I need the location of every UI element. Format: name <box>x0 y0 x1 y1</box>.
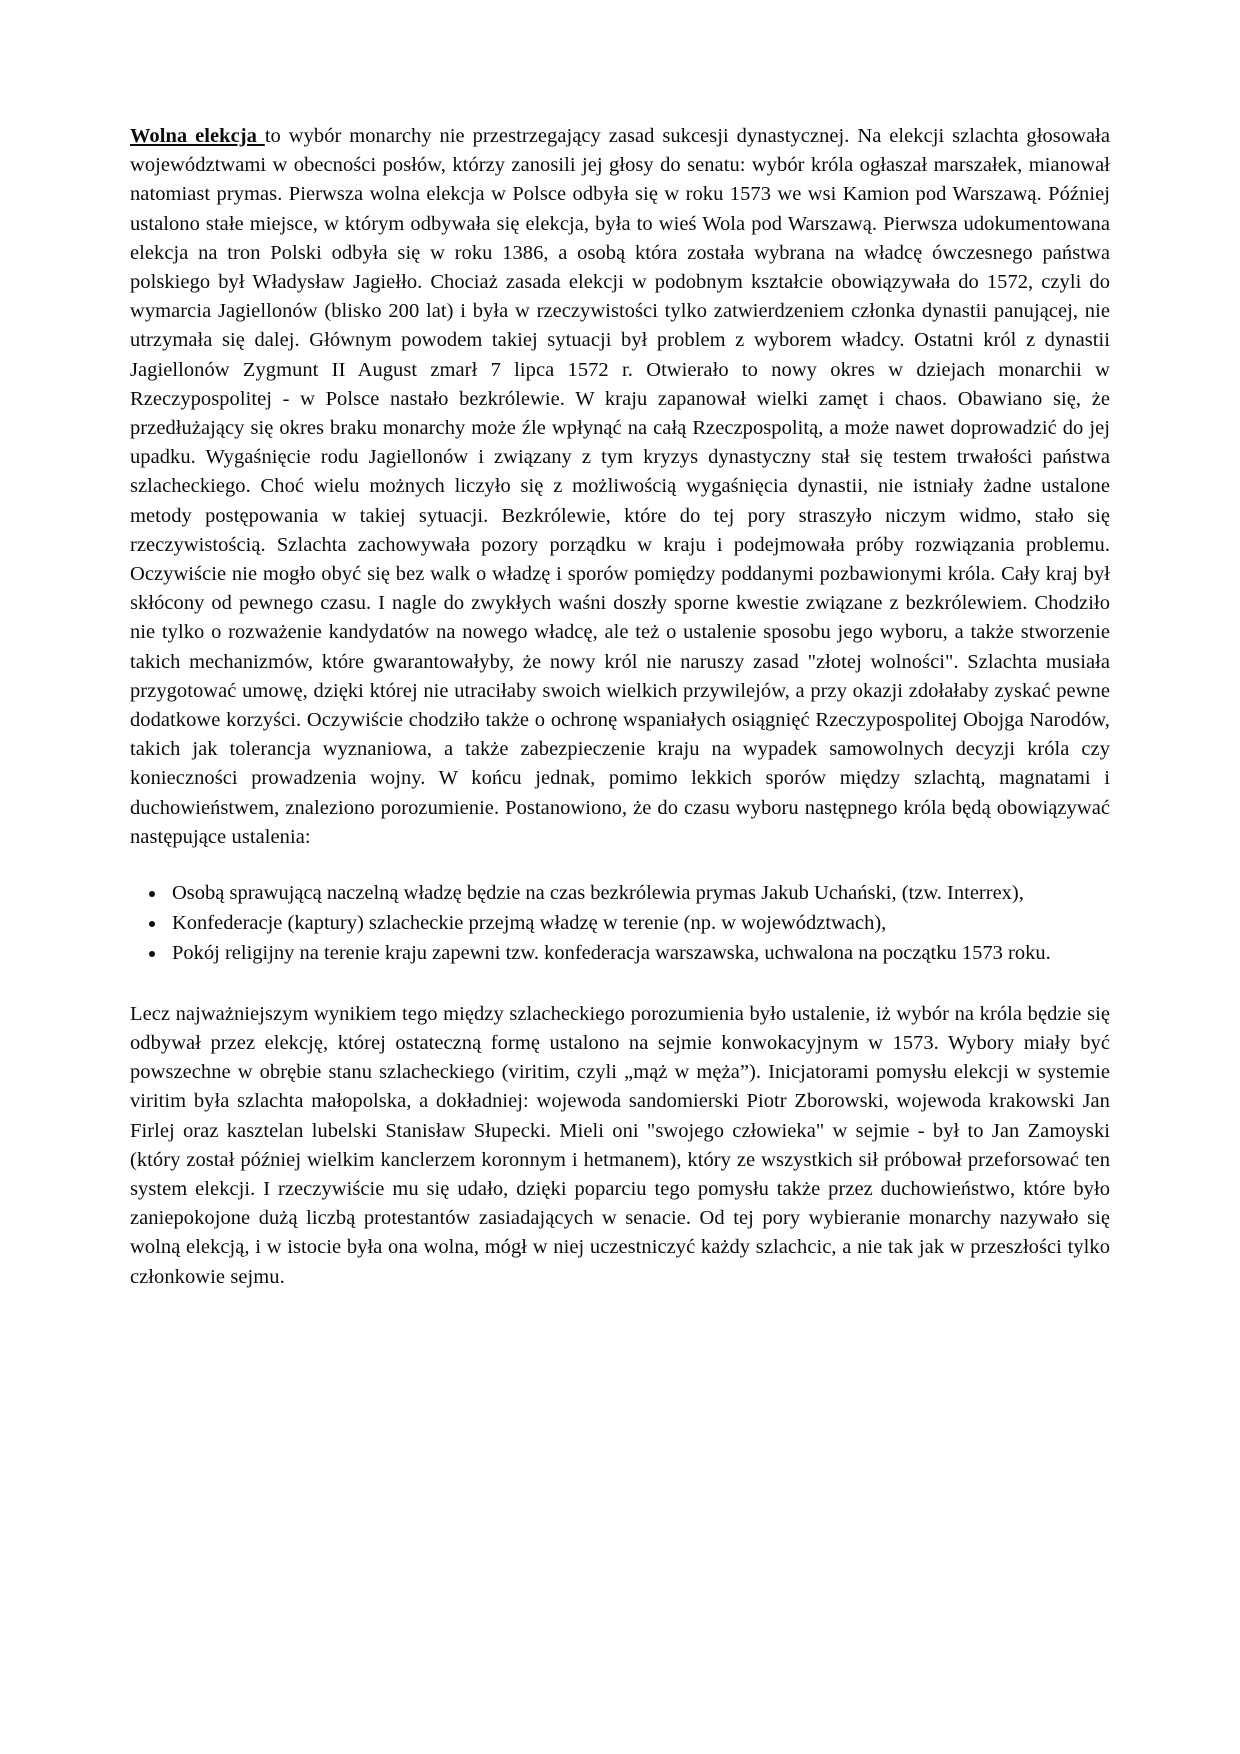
list-item <box>130 879 1110 908</box>
paragraph-intro <box>130 122 1110 852</box>
paragraph-spacer <box>130 970 1110 1000</box>
list-item-label: Osobą sprawującą naczelną władzę będzie na czas bezkrólewia prymas Jakub Uchański, (tzw. Interrex), <box>172 882 1024 905</box>
document-content <box>130 122 1110 1292</box>
list-item <box>130 939 1110 968</box>
provisions-bullet-list <box>130 879 1110 969</box>
list-item-label: Pokój religijny na terenie kraju zapewni tzw. konfederacja warszawska, uchwalona na początku 1573 roku. <box>172 942 1051 965</box>
list-item <box>130 909 1110 938</box>
list-item-label: Konfederacje (kaptury) szlacheckie przejmą władzę w terenie (np. w województwach), <box>172 912 887 935</box>
paragraph-conclusion: Lecz najważniejszym wynikiem tego między szlacheckiego porozumienia było ustalenie, iż wybór na króla będzie się odbywał przez elekcję, której ostateczną formę ustalono na sejmie konwokacyjnym w 1573. Wybory miały być powszechne w obrębie stanu szlacheckiego (viritim, czyli „mąż w męża”). Inicjatorami pomysłu elekcji w systemie viritim była szlachta małopolska, a dokładniej: wojewoda sandomierski Piotr Zborowski, wojewoda krakowski Jan Firlej oraz kasztelan lubelski Stanisław Słupecki. Mieli oni "swojego człowieka" w sejmie - był to Jan Zamoyski (który został później wielkim kanclerzem koronnym i hetmanem), który ze wszystkich sił próbował przeforsować ten system elekcji. I rzeczywiście mu się udało, dzięki poparciu tego pomysłu także przez duchowieństwo, które było zaniepokojone dużą liczbą protestantów zasiadających w senacie. Od tej pory wybieranie monarchy nazywało się wolną elekcją, i w istocie była ona wolna, mógł w niej uczestniczyć każdy szlachcic, a nie tak jak w przeszłości tylko członkowie sejmu. <box>130 1002 1110 1288</box>
lead-term-wolna-elekcja: Wolna elekcja <box>130 125 265 147</box>
paragraph-intro-body: to wybór monarchy nie przestrzegający zasad sukcesji dynastycznej. Na elekcji szlachta głosowała województwami w obecności posłów, którzy zanosili jej głosy do senatu: wybór króla ogłaszał marszałek, mianował natomiast prymas. Pierwsza wolna elekcja w Polsce odbyła się w roku 1573 we wsi Kamion pod Warszawą. Później ustalono stałe miejsce, w którym odbywała się elekcja, była to wieś Wola pod Warszawą. Pierwsza udokumentowana elekcja na tron Polski odbyła się w roku 1386, a osobą która została wybrana na władcę ówczesnego państwa polskiego był Władysław Jagiełło. Chociaż zasada elekcji w podobnym kształcie obowiązywała do 1572, czyli do wymarcia Jagiellonów (blisko 200 lat) i była w rzeczywistości tylko zatwierdzeniem członka dynastii panującej, nie utrzymała się dalej. Głównym powodem takiej sytuacji był problem z wyborem władcy. Ostatni król z dynastii Jagiellonów Zygmunt II August zmarł 7 lipca 1572 r. Otwierało to nowy okres w dziejach monarchii w Rzeczypospolitej - w Polsce nastało bezkrólewie. W kraju zapanował wielki zamęt i chaos. Obawiano się, że przedłużający się okres braku monarchy może źle wpłynąć na całą Rzeczpospolitą, a może nawet doprowadzić do jej upadku. Wygaśnięcie rodu Jagiellonów i związany z tym kryzys dynastyczny stał się testem trwałości państwa szlacheckiego. Choć wielu możnych liczyło się z możliwością wygaśnięcia dynastii, nie istniały żadne ustalone metody postępowania w takiej sytuacji. Bezkrólewie, które do tej pory straszyło niczym widmo, stało się rzeczywistością. Szlachta zachowywała pozory porządku w kraju i podejmowała próby rozwiązania problemu. Oczywiście nie mogło obyć się bez walk o władzę i sporów pomiędzy poddanymi pozbawionymi króla. Cały kraj był skłócony od pewnego czasu. I nagle do zwykłych waśni doszły sporne kwestie związane z bezkrólewiem. Chodziło nie tylko o rozważenie kandydatów na nowego władcę, ale też o ustalenie sposobu jego wyboru, a także stworzenie takich mechanizmów, które gwarantowałyby, że nowy król nie naruszy zasad "złotej wolności". Szlachta musiała przygotować umowę, dzięki której nie utraciłaby swoich wielkich przywilejów, a przy okazji zdołałaby zyskać pewne dodatkowe korzyści. Oczywiście chodziło także o ochronę wspaniałych osiągnięć Rzeczypospolitej Obojga Narodów, takich jak tolerancja wyznaniowa, a także zabezpieczenie kraju na wypadek samowolnych decyzji króla czy konieczności prowadzenia wojny. W końcu jednak, pomimo lekkich sporów między szlachtą, magnatami i duchowieństwem, znaleziono porozumienie. Postanowiono, że do czasu wyboru następnego króla będą obowiązywać następujące ustalenia: <box>130 125 1110 848</box>
